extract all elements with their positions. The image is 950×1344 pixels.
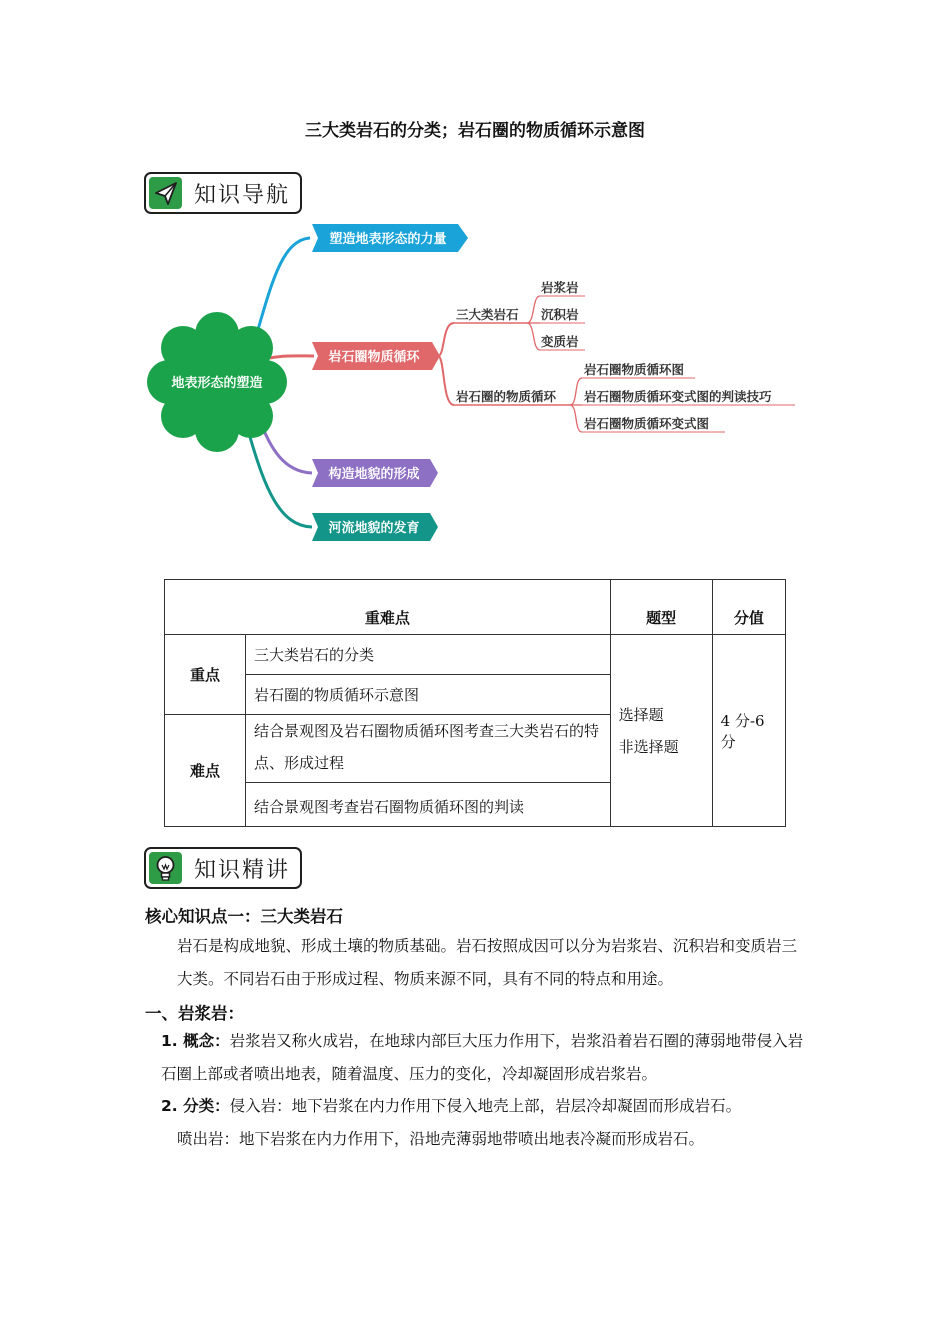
page-title: 三大类岩石的分类；岩石圈的物质循环示意图	[305, 121, 645, 141]
hard-item-2: 结合景观图考查岩石圈物质循环图的判读	[246, 783, 611, 827]
branch-rock-cycle	[312, 342, 440, 370]
hard-item-1: 结合景观图及岩石圈物质循环图考查三大类岩石的特点、形成过程	[246, 715, 611, 783]
header-score: 分值	[712, 580, 785, 635]
mind-map	[140, 210, 820, 560]
branch-tectonic	[312, 459, 438, 487]
leaf-igneous: 岩浆岩	[541, 280, 579, 295]
extrusive-text: 喷出岩：地下岩浆在内力作用下，沿地壳薄弱地带喷出地表冷凝而形成岩石。	[177, 1130, 705, 1148]
knowledge-nav-label: 知识导航	[194, 183, 291, 208]
branch-river	[312, 513, 438, 541]
leaf-metamorphic: 变质岩	[541, 334, 579, 349]
branch-river-label: 河流地貌的发育	[328, 521, 420, 536]
section-heading-rock-types: 核心知识点一：三大类岩石	[145, 907, 343, 926]
type-non-choice: 非选择题	[618, 737, 679, 756]
hard-label: 难点	[165, 715, 246, 827]
branch-forces-label: 塑造地表形态的力量	[329, 232, 447, 247]
knowledge-nav-badge	[144, 172, 302, 214]
knowledge-explain-label: 知识精讲	[194, 858, 291, 883]
type-choice: 选择题	[618, 705, 664, 724]
key-label: 重点	[165, 635, 246, 715]
header-key-points: 重难点	[165, 580, 611, 635]
intrusive-text: 侵入岩：地下岩浆在内力作用下侵入地壳上部，岩层冷却凝固而形成岩石。	[229, 1097, 742, 1115]
intro-paragraph	[145, 930, 807, 996]
sub-node-material-cycle: 岩石圈的物质循环	[456, 389, 557, 404]
leaf-cycle-variant-tips: 岩石圈物质循环变式图的判读技巧	[584, 389, 772, 404]
classification-paragraph	[145, 1090, 807, 1156]
branch-forces	[312, 224, 468, 252]
classification-label: 2. 分类：	[161, 1097, 230, 1115]
leaf-cycle-variant: 岩石圈物质循环变式图	[584, 416, 710, 431]
sub-node-rock-types: 三大类岩石	[456, 307, 519, 322]
key-item-2: 岩石圈的物质循环示意图	[246, 675, 611, 715]
branch-tectonic-label: 构造地貌的形成	[328, 467, 420, 482]
concept-label: 1. 概念：	[161, 1032, 230, 1050]
key-points-table	[164, 579, 786, 827]
leaf-cycle-diagram: 岩石圈物质循环图	[584, 362, 685, 377]
leaf-sedimentary: 沉积岩	[541, 307, 579, 322]
question-types	[610, 635, 712, 827]
center-label: 地表形态的塑造	[171, 376, 263, 391]
concept-text: 岩浆岩又称火成岩，在地球内部巨大压力作用下，岩浆沿着岩石圈的薄弱地带侵入岩石圈上部或者喷出地表，随着温度、压力的变化，冷却凝固形成岩浆岩。	[161, 1032, 804, 1083]
branch-rock-cycle-label: 岩石圈物质循环	[328, 350, 420, 365]
score-value: 4 分-6 分	[712, 635, 785, 827]
knowledge-explain-badge	[144, 847, 302, 889]
center-node	[147, 312, 287, 452]
key-item-1: 三大类岩石的分类	[246, 635, 611, 675]
section-heading-igneous: 一、岩浆岩：	[145, 1004, 244, 1023]
concept-paragraph	[145, 1025, 807, 1091]
paper-plane-icon	[149, 177, 182, 209]
intro-text: 岩石是构成地貌、形成土壤的物质基础。岩石按照成因可以分为岩浆岩、沉积岩和变质岩三大类。不同岩石由于形成过程、物质来源不同，具有不同的特点和用途。	[177, 937, 798, 988]
header-question-type: 题型	[610, 580, 712, 635]
lightbulb-icon	[149, 852, 182, 884]
